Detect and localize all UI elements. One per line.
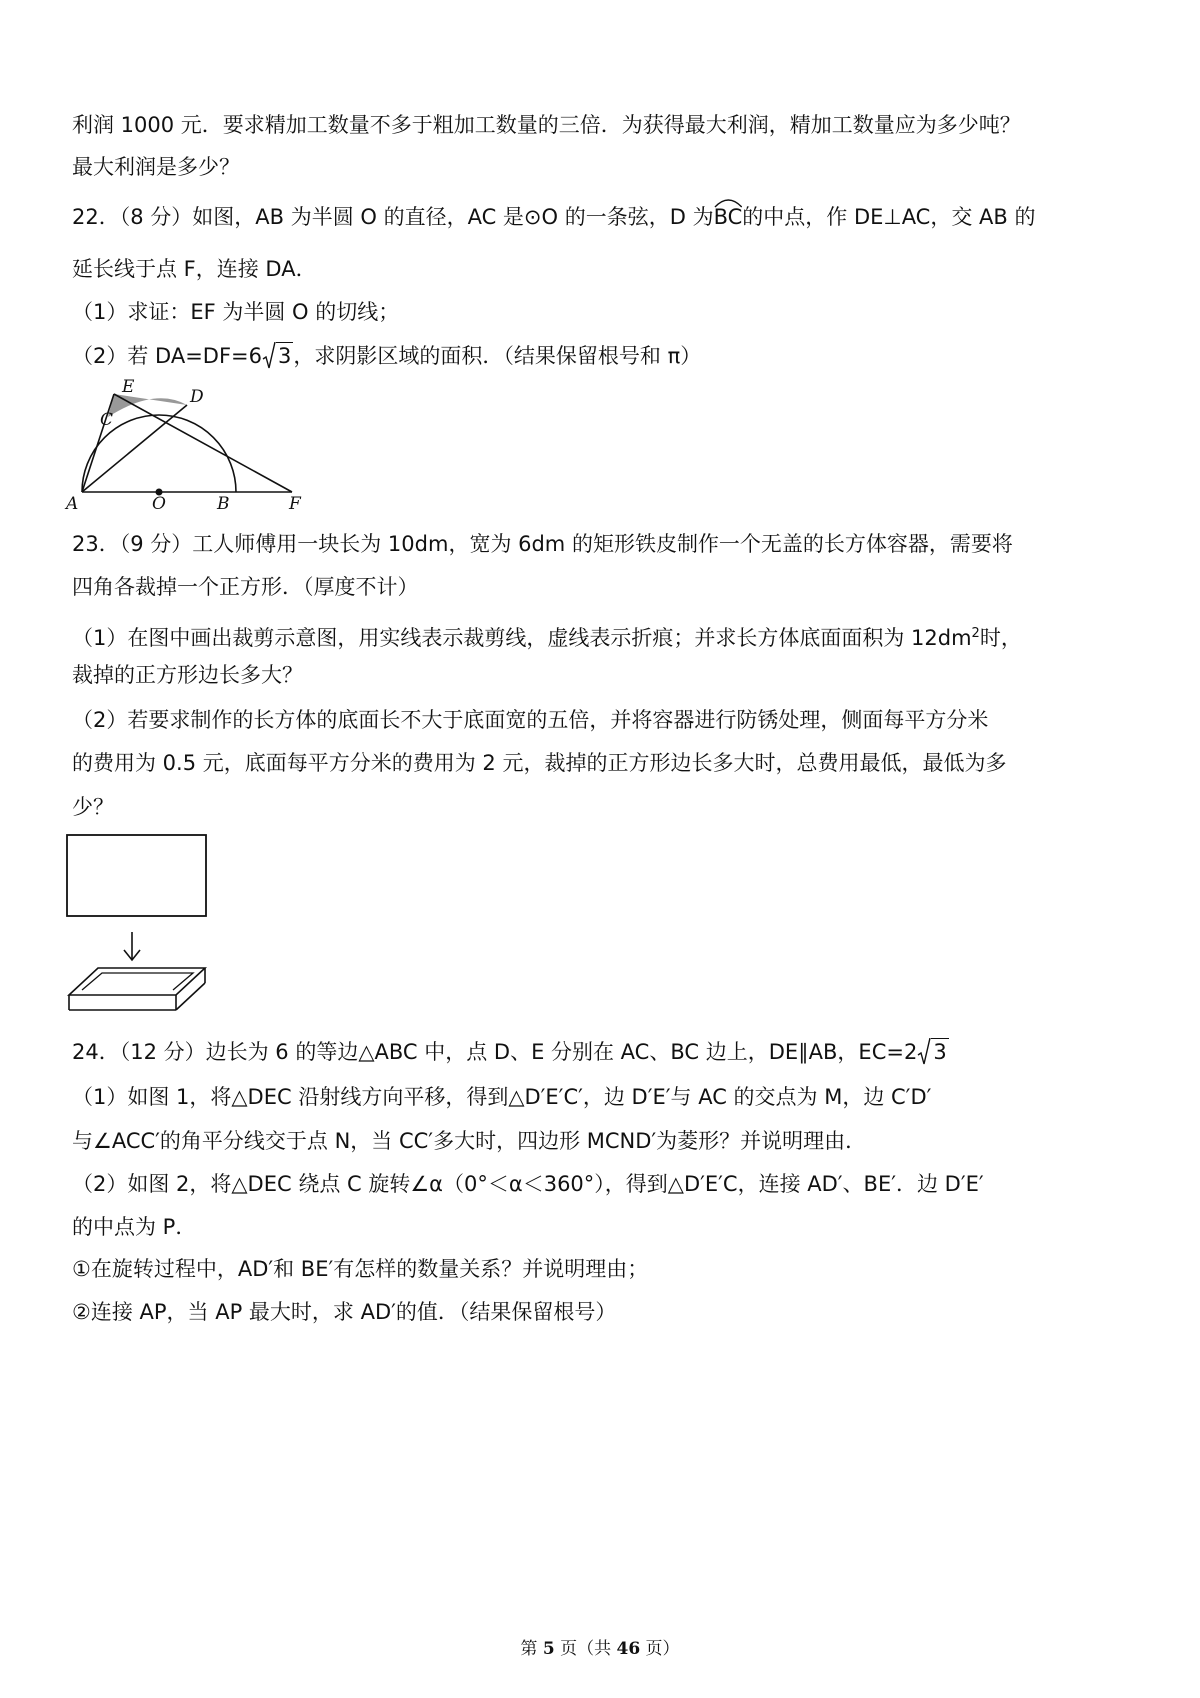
line-ad [82,405,187,492]
q23-part1-text-b: 时， [979,626,1022,650]
q24-line-1 [72,1036,949,1067]
q23-part-2-line-3: 少？ [72,795,114,819]
label-a: A [66,494,79,513]
q22-part-1: （1）求证：EF 为半圆 O 的切线； [72,300,400,324]
arc-label: BC [713,205,743,229]
q23-part-1 [72,619,1022,653]
q22-text-a: 22．（8 分）如图，AB 为半圆 O 的直径，AC 是⊙O 的一条弦，D 为 [72,205,714,229]
q24-part-1-line-1: （1）如图 1，将△DEC 沿射线方向平移，得到△D′E′C′，边 D′E′与 AC 的交点为 M，边 C′D′ [72,1085,932,1109]
q21-line-2: 最大利润是多少？ [72,155,240,179]
footer-prefix: 第 [520,1639,543,1659]
q22-part2-text-a: （2）若 DA=DF=6 [72,344,263,368]
q24-part-2-line-2: 的中点为 P． [72,1215,197,1239]
footer-page-number: 5 [542,1639,555,1659]
box-bottom-right [176,983,205,1010]
q23-part1-text-a: （1）在图中画出裁剪示意图，用实线表示裁剪线，虚线表示折痕；并求长方体底面面积为 12dm [72,626,972,650]
box-top-inner [82,973,193,990]
label-o: O [152,494,166,513]
q22-part-2 [72,340,701,371]
q22-text-b: 的中点，作 DE⊥AC，交 AB 的 [742,205,1036,229]
q24-part-1-line-2: 与∠ACC′的角平分线交于点 N，当 CC′多大时，四边形 MCND′为菱形？并说明理由． [72,1129,867,1153]
q22-line-2: 延长线于点 F，连接 DA． [72,257,317,281]
arc-symbol [714,196,743,208]
label-b: B [217,494,230,513]
q24-part-2-line-1: （2）如图 2，将△DEC 绕点 C 旋转∠α（0°＜α＜360°），得到△D′E′C，连接 AD′、BE′．边 D′E′ [72,1172,984,1196]
page-footer [0,1634,1200,1659]
superscript-2: 2 [971,626,980,641]
sqrt-expression [917,1036,948,1067]
sheet-rectangle [67,835,206,916]
sqrt-sign [917,1038,931,1066]
footer-middle: 页（共 [554,1639,617,1659]
sqrt-expression [262,340,293,371]
q23-line-1: 23．（9 分）工人师傅用一块长为 10dm，宽为 6dm 的矩形铁皮制作一个无盖的长方体容器，需要将 [72,532,1013,556]
q21-line-1: 利润 1000 元．要求精加工数量不多于粗加工数量的三倍．为获得最大利润，精加工数量应为多少吨？ [72,113,1021,137]
label-e: E [122,378,135,397]
label-f: F [289,494,301,513]
q24-sub-1: ①在旋转过程中，AD′和 BE′有怎样的数量关系？并说明理由； [72,1257,649,1281]
q24-text-a: 24．（12 分）边长为 6 的等边△ABC 中，点 D、E 分别在 AC、BC 边上，DE∥AB，EC=2 [72,1040,918,1064]
q23-part-2-line-2: 的费用为 0.5 元，底面每平方分米的费用为 2 元，裁掉的正方形边长多大时，总费用最低，最低为多 [72,751,1007,775]
label-d: D [190,387,204,407]
arc-bc [714,202,743,232]
sqrt-radicand: 3 [278,344,292,368]
q22-line-1 [72,202,1035,232]
sqrt-sign [262,342,276,370]
q23-part-2-line-1: （2）若要求制作的长方体的底面长不大于底面宽的五倍，并将容器进行防锈处理，侧面每平方分米 [72,708,989,732]
box-top-outer [69,968,205,995]
q22-figure [60,378,330,513]
line-ae [82,394,114,492]
q23-line-2: 四角各裁掉一个正方形．（厚度不计） [72,575,419,599]
footer-total-pages: 46 [616,1639,641,1659]
label-c: C [100,410,114,430]
footer-suffix: 页） [640,1639,680,1659]
q22-part2-text-b: ，求阴影区域的面积．（结果保留根号和 π） [293,344,702,368]
sqrt-radicand: 3 [933,1040,947,1064]
q23-figure [60,832,220,1022]
q23-part-1-line-2: 裁掉的正方形边长多大？ [72,663,303,687]
q24-sub-2: ②连接 AP，当 AP 最大时，求 AD′的值．（结果保留根号） [72,1300,617,1324]
